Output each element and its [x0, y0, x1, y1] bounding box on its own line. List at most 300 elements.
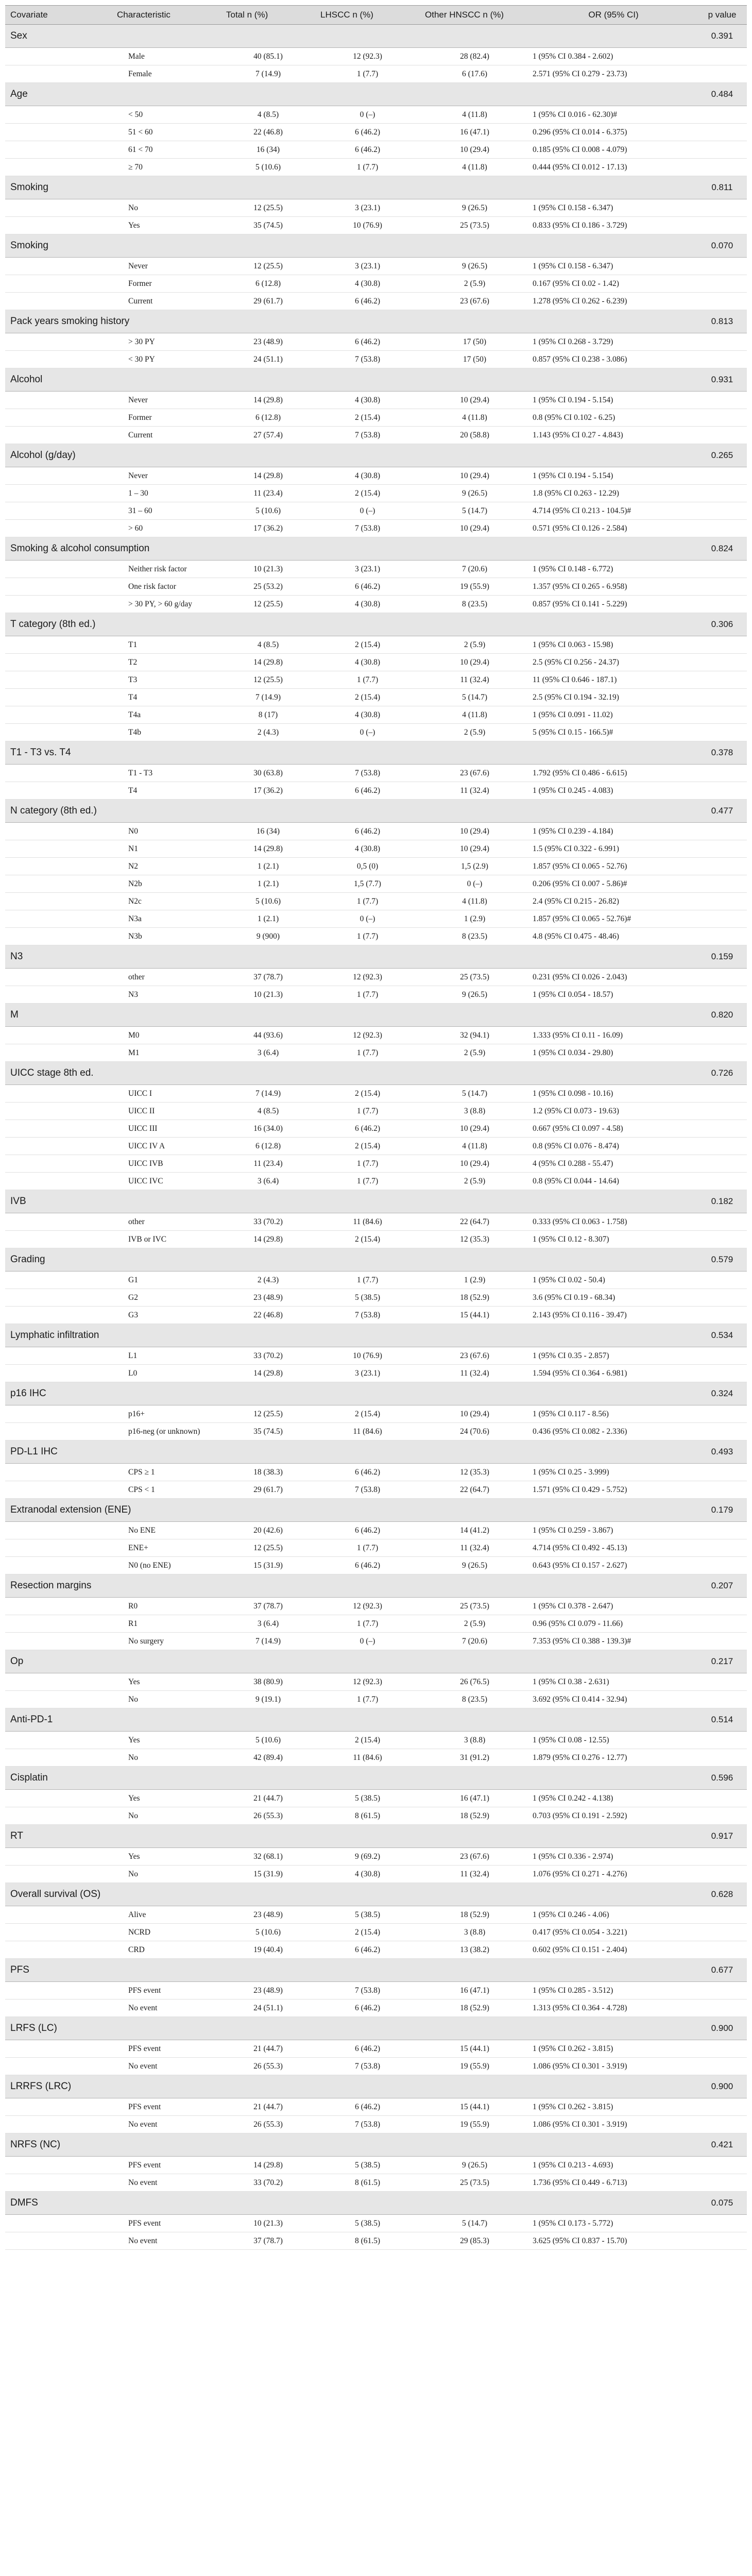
covariate-name: N category (8th ed.) — [5, 800, 697, 823]
empty-cell — [697, 217, 747, 234]
section-header — [5, 176, 747, 199]
empty-cell — [5, 928, 112, 945]
lhscc-cell: 11 (84.6) — [315, 1749, 420, 1767]
empty-cell — [5, 782, 112, 800]
empty-cell — [697, 1085, 747, 1103]
or-ci-cell: 11 (95% CI 0.646 - 187.1) — [529, 671, 697, 689]
lhscc-cell: 1 (7.7) — [315, 1691, 420, 1708]
or-ci-cell: 1.8 (95% CI 0.263 - 12.29) — [529, 485, 697, 502]
characteristic-cell: N2b — [112, 875, 221, 893]
empty-cell — [5, 1598, 112, 1615]
characteristic-cell: 51 < 60 — [112, 124, 221, 141]
or-ci-cell: 1 (95% CI 0.246 - 4.06) — [529, 1906, 697, 1924]
total-cell: 38 (80.9) — [221, 1673, 315, 1691]
p-value: 0.677 — [697, 1959, 747, 1982]
empty-cell — [697, 1615, 747, 1633]
empty-cell — [697, 1673, 747, 1691]
lhscc-cell: 6 (46.2) — [315, 141, 420, 159]
lhscc-cell: 7 (53.8) — [315, 351, 420, 368]
or-ci-cell: 1.278 (95% CI 0.262 - 6.239) — [529, 293, 697, 310]
empty-cell — [5, 1807, 112, 1825]
p-value: 0.628 — [697, 1883, 747, 1906]
total-cell: 21 (44.7) — [221, 1790, 315, 1807]
total-cell: 1 (2.1) — [221, 858, 315, 875]
total-cell: 6 (12.8) — [221, 1138, 315, 1155]
total-cell: 5 (10.6) — [221, 1732, 315, 1749]
table-row — [5, 485, 747, 502]
table-row — [5, 1633, 747, 1650]
lhscc-cell: 1 (7.7) — [315, 159, 420, 176]
p-value: 0.207 — [697, 1574, 747, 1598]
other-hnscc-cell: 4 (11.8) — [420, 159, 529, 176]
characteristic-cell: No event — [112, 2174, 221, 2192]
total-cell: 23 (48.9) — [221, 333, 315, 351]
empty-cell — [5, 106, 112, 124]
covariate-name: Alcohol (g/day) — [5, 444, 697, 467]
or-ci-cell: 1 (95% CI 0.054 - 18.57) — [529, 986, 697, 1004]
or-ci-cell: 1 (95% CI 0.02 - 50.4) — [529, 1272, 697, 1289]
or-ci-cell: 1 (95% CI 0.148 - 6.772) — [529, 561, 697, 578]
p-value: 0.493 — [697, 1440, 747, 1464]
p-value: 0.378 — [697, 741, 747, 765]
total-cell: 33 (70.2) — [221, 1213, 315, 1231]
empty-cell — [5, 986, 112, 1004]
table-row — [5, 1924, 747, 1941]
total-cell: 23 (48.9) — [221, 1289, 315, 1307]
lhscc-cell: 6 (46.2) — [315, 1522, 420, 1539]
table-row — [5, 2232, 747, 2250]
table-row — [5, 1103, 747, 1120]
lhscc-cell: 4 (30.8) — [315, 596, 420, 613]
or-ci-cell: 1 (95% CI 0.262 - 3.815) — [529, 2098, 697, 2116]
table-row — [5, 1941, 747, 1959]
other-hnscc-cell: 5 (14.7) — [420, 689, 529, 706]
total-cell: 11 (23.4) — [221, 1155, 315, 1173]
other-hnscc-cell: 17 (50) — [420, 351, 529, 368]
table-row — [5, 1173, 747, 1190]
or-ci-cell: 4.714 (95% CI 0.492 - 45.13) — [529, 1539, 697, 1557]
section-header — [5, 1062, 747, 1085]
characteristic-cell: N2 — [112, 858, 221, 875]
covariate-name: N3 — [5, 945, 697, 969]
other-hnscc-cell: 5 (14.7) — [420, 1085, 529, 1103]
characteristic-cell: No surgery — [112, 1633, 221, 1650]
or-ci-cell: 0.833 (95% CI 0.186 - 3.729) — [529, 217, 697, 234]
total-cell: 12 (25.5) — [221, 1539, 315, 1557]
other-hnscc-cell: 10 (29.4) — [420, 654, 529, 671]
section-header — [5, 1440, 747, 1464]
p-value: 0.813 — [697, 310, 747, 333]
characteristic-cell: other — [112, 969, 221, 986]
empty-cell — [5, 765, 112, 782]
other-hnscc-cell: 16 (47.1) — [420, 124, 529, 141]
other-hnscc-cell: 23 (67.6) — [420, 293, 529, 310]
total-cell: 14 (29.8) — [221, 2157, 315, 2174]
empty-cell — [5, 467, 112, 485]
total-cell: 3 (6.4) — [221, 1615, 315, 1633]
empty-cell — [5, 671, 112, 689]
empty-cell — [5, 333, 112, 351]
other-hnscc-cell: 13 (38.2) — [420, 1941, 529, 1959]
other-hnscc-cell: 23 (67.6) — [420, 1848, 529, 1866]
empty-cell — [5, 159, 112, 176]
or-ci-cell: 5 (95% CI 0.15 - 166.5)# — [529, 724, 697, 741]
total-cell: 15 (31.9) — [221, 1557, 315, 1574]
lhscc-cell: 12 (92.3) — [315, 48, 420, 65]
or-ci-cell: 0.8 (95% CI 0.044 - 14.64) — [529, 1173, 697, 1190]
lhscc-cell: 8 (61.5) — [315, 2232, 420, 2250]
total-cell: 15 (31.9) — [221, 1866, 315, 1883]
empty-cell — [697, 654, 747, 671]
total-cell: 1 (2.1) — [221, 910, 315, 928]
or-ci-cell: 1 (95% CI 0.336 - 2.974) — [529, 1848, 697, 1866]
empty-cell — [697, 333, 747, 351]
other-hnscc-cell: 28 (82.4) — [420, 48, 529, 65]
other-hnscc-cell: 3 (8.8) — [420, 1732, 529, 1749]
table-row — [5, 1231, 747, 1248]
empty-cell — [5, 1103, 112, 1120]
or-ci-cell: 0.231 (95% CI 0.026 - 2.043) — [529, 969, 697, 986]
characteristic-cell: PFS event — [112, 2098, 221, 2116]
or-ci-cell: 0.8 (95% CI 0.102 - 6.25) — [529, 409, 697, 427]
or-ci-cell: 4 (95% CI 0.288 - 55.47) — [529, 1155, 697, 1173]
section-header — [5, 2075, 747, 2098]
section-header — [5, 1825, 747, 1848]
section-header — [5, 1708, 747, 1732]
total-cell: 17 (36.2) — [221, 782, 315, 800]
empty-cell — [5, 2098, 112, 2116]
characteristic-cell: UICC IVC — [112, 1173, 221, 1190]
table-row — [5, 636, 747, 654]
lhscc-cell: 9 (69.2) — [315, 1848, 420, 1866]
total-cell: 32 (68.1) — [221, 1848, 315, 1866]
covariate-name: Age — [5, 83, 697, 106]
empty-cell — [697, 1522, 747, 1539]
total-cell: 12 (25.5) — [221, 1405, 315, 1423]
other-hnscc-cell: 2 (5.9) — [420, 275, 529, 293]
section-header — [5, 1499, 747, 1522]
lhscc-cell: 8 (61.5) — [315, 2174, 420, 2192]
other-hnscc-cell: 9 (26.5) — [420, 1557, 529, 1574]
section-header — [5, 1324, 747, 1347]
total-cell: 16 (34.0) — [221, 1120, 315, 1138]
empty-cell — [5, 2232, 112, 2250]
table-row — [5, 654, 747, 671]
covariate-name: Op — [5, 1650, 697, 1673]
other-hnscc-cell: 10 (29.4) — [420, 141, 529, 159]
or-ci-cell: 1.2 (95% CI 0.073 - 19.63) — [529, 1103, 697, 1120]
total-cell: 26 (55.3) — [221, 2058, 315, 2075]
other-hnscc-cell: 16 (47.1) — [420, 1790, 529, 1807]
empty-cell — [697, 1213, 747, 1231]
other-hnscc-cell: 1 (2.9) — [420, 1272, 529, 1289]
p-value: 0.421 — [697, 2133, 747, 2157]
empty-cell — [5, 258, 112, 275]
characteristic-cell: Never — [112, 467, 221, 485]
characteristic-cell: > 60 — [112, 520, 221, 537]
or-ci-cell: 1 (95% CI 0.378 - 2.647) — [529, 1598, 697, 1615]
total-cell: 5 (10.6) — [221, 502, 315, 520]
empty-cell — [5, 1155, 112, 1173]
table-row — [5, 1307, 747, 1324]
empty-cell — [697, 823, 747, 840]
characteristic-cell: UICC II — [112, 1103, 221, 1120]
characteristic-cell: 31 – 60 — [112, 502, 221, 520]
characteristic-cell: G3 — [112, 1307, 221, 1324]
table-row — [5, 2157, 747, 2174]
characteristic-cell: No event — [112, 2232, 221, 2250]
empty-cell — [5, 689, 112, 706]
empty-cell — [697, 1231, 747, 1248]
total-cell: 10 (21.3) — [221, 2215, 315, 2232]
or-ci-cell: 0.96 (95% CI 0.079 - 11.66) — [529, 1615, 697, 1633]
section-header — [5, 537, 747, 561]
table-row — [5, 1027, 747, 1044]
empty-cell — [697, 724, 747, 741]
empty-cell — [5, 1405, 112, 1423]
lhscc-cell: 2 (15.4) — [315, 636, 420, 654]
other-hnscc-cell: 5 (14.7) — [420, 502, 529, 520]
lhscc-cell: 2 (15.4) — [315, 1138, 420, 1155]
empty-cell — [5, 1615, 112, 1633]
empty-cell — [5, 636, 112, 654]
table-row — [5, 48, 747, 65]
characteristic-cell: > 30 PY — [112, 333, 221, 351]
characteristic-cell: No event — [112, 2116, 221, 2133]
p-value: 0.534 — [697, 1324, 747, 1347]
or-ci-cell: 1.594 (95% CI 0.364 - 6.981) — [529, 1365, 697, 1382]
empty-cell — [697, 1044, 747, 1062]
p-value: 0.596 — [697, 1767, 747, 1790]
empty-cell — [5, 124, 112, 141]
empty-cell — [697, 1347, 747, 1365]
characteristic-cell: No — [112, 1807, 221, 1825]
table-row — [5, 1405, 747, 1423]
section-header — [5, 2192, 747, 2215]
or-ci-cell: 1 (95% CI 0.384 - 2.602) — [529, 48, 697, 65]
lhscc-cell: 11 (84.6) — [315, 1423, 420, 1440]
table-row — [5, 928, 747, 945]
characteristic-cell: No event — [112, 1999, 221, 2017]
characteristic-cell: T4 — [112, 689, 221, 706]
table-row — [5, 409, 747, 427]
or-ci-cell: 2.571 (95% CI 0.279 - 23.73) — [529, 65, 697, 83]
total-cell: 33 (70.2) — [221, 1347, 315, 1365]
table-row — [5, 1732, 747, 1749]
total-cell: 35 (74.5) — [221, 217, 315, 234]
characteristic-cell: < 50 — [112, 106, 221, 124]
lhscc-cell: 7 (53.8) — [315, 2058, 420, 2075]
p-value: 0.579 — [697, 1248, 747, 1272]
empty-cell — [5, 2058, 112, 2075]
or-ci-cell: 0.296 (95% CI 0.014 - 6.375) — [529, 124, 697, 141]
total-cell: 12 (25.5) — [221, 596, 315, 613]
table-row — [5, 2116, 747, 2133]
lhscc-cell: 7 (53.8) — [315, 1307, 420, 1324]
characteristic-cell: T4b — [112, 724, 221, 741]
characteristic-cell: T1 — [112, 636, 221, 654]
table-header — [5, 6, 747, 25]
p-value: 0.900 — [697, 2075, 747, 2098]
covariate-name: UICC stage 8th ed. — [5, 1062, 697, 1085]
other-hnscc-cell: 10 (29.4) — [420, 823, 529, 840]
characteristic-cell: N0 — [112, 823, 221, 840]
table-row — [5, 910, 747, 928]
empty-cell — [697, 765, 747, 782]
total-cell: 30 (63.8) — [221, 765, 315, 782]
empty-cell — [5, 1999, 112, 2017]
characteristic-cell: PFS event — [112, 2215, 221, 2232]
lhscc-cell: 1 (7.7) — [315, 671, 420, 689]
table-row — [5, 1155, 747, 1173]
lhscc-cell: 0 (–) — [315, 106, 420, 124]
table-row — [5, 2098, 747, 2116]
section-header — [5, 25, 747, 48]
empty-cell — [697, 1633, 747, 1650]
characteristic-cell: Yes — [112, 217, 221, 234]
lhscc-cell: 1 (7.7) — [315, 986, 420, 1004]
other-hnscc-cell: 25 (73.5) — [420, 217, 529, 234]
table-row — [5, 706, 747, 724]
section-header — [5, 613, 747, 636]
total-cell: 14 (29.8) — [221, 840, 315, 858]
table-row — [5, 1598, 747, 1615]
lhscc-cell: 4 (30.8) — [315, 654, 420, 671]
characteristic-cell: CRD — [112, 1941, 221, 1959]
or-ci-cell: 0.643 (95% CI 0.157 - 2.627) — [529, 1557, 697, 1574]
empty-cell — [697, 1848, 747, 1866]
other-hnscc-cell: 2 (5.9) — [420, 1173, 529, 1190]
or-ci-cell: 1.736 (95% CI 0.449 - 6.713) — [529, 2174, 697, 2192]
or-ci-cell: 0.417 (95% CI 0.054 - 3.221) — [529, 1924, 697, 1941]
or-ci-cell: 1.792 (95% CI 0.486 - 6.615) — [529, 765, 697, 782]
characteristic-cell: Current — [112, 293, 221, 310]
other-hnscc-cell: 18 (52.9) — [420, 1906, 529, 1924]
empty-cell — [697, 1866, 747, 1883]
table-row — [5, 858, 747, 875]
or-ci-cell: 1 (95% CI 0.173 - 5.772) — [529, 2215, 697, 2232]
table-row — [5, 875, 747, 893]
table-row — [5, 275, 747, 293]
total-cell: 12 (25.5) — [221, 671, 315, 689]
table-row — [5, 2174, 747, 2192]
lhscc-cell: 7 (53.8) — [315, 1481, 420, 1499]
or-ci-cell: 0.857 (95% CI 0.238 - 3.086) — [529, 351, 697, 368]
other-hnscc-cell: 3 (8.8) — [420, 1103, 529, 1120]
table-row — [5, 159, 747, 176]
covariate-name: NRFS (NC) — [5, 2133, 697, 2157]
covariate-name: Resection margins — [5, 1574, 697, 1598]
empty-cell — [697, 1481, 747, 1499]
table-row — [5, 1615, 747, 1633]
characteristic-cell: M1 — [112, 1044, 221, 1062]
characteristic-cell: No event — [112, 2058, 221, 2075]
lhscc-cell: 0 (–) — [315, 1633, 420, 1650]
total-cell: 9 (19.1) — [221, 1691, 315, 1708]
total-cell: 16 (34) — [221, 141, 315, 159]
other-hnscc-cell: 0 (–) — [420, 875, 529, 893]
total-cell: 37 (78.7) — [221, 2232, 315, 2250]
characteristic-cell: R0 — [112, 1598, 221, 1615]
other-hnscc-cell: 6 (17.6) — [420, 65, 529, 83]
empty-cell — [697, 1155, 747, 1173]
or-ci-cell: 1 (95% CI 0.268 - 3.729) — [529, 333, 697, 351]
or-ci-cell: 1.086 (95% CI 0.301 - 3.919) — [529, 2116, 697, 2133]
lhscc-cell: 7 (53.8) — [315, 2116, 420, 2133]
lhscc-cell: 4 (30.8) — [315, 467, 420, 485]
table-row — [5, 1365, 747, 1382]
total-cell: 37 (78.7) — [221, 1598, 315, 1615]
characteristic-cell: UICC III — [112, 1120, 221, 1138]
section-header — [5, 1382, 747, 1405]
total-cell: 14 (29.8) — [221, 654, 315, 671]
or-ci-cell: 1.571 (95% CI 0.429 - 5.752) — [529, 1481, 697, 1499]
other-hnscc-cell: 2 (5.9) — [420, 636, 529, 654]
characteristic-cell: No — [112, 1691, 221, 1708]
other-hnscc-cell: 10 (29.4) — [420, 1405, 529, 1423]
or-ci-cell: 1 (95% CI 0.213 - 4.693) — [529, 2157, 697, 2174]
empty-cell — [5, 1924, 112, 1941]
empty-cell — [697, 1103, 747, 1120]
lhscc-cell: 3 (23.1) — [315, 258, 420, 275]
other-hnscc-cell: 16 (47.1) — [420, 1982, 529, 1999]
lhscc-cell: 5 (38.5) — [315, 2215, 420, 2232]
lhscc-cell: 6 (46.2) — [315, 823, 420, 840]
characteristic-cell: PFS event — [112, 2157, 221, 2174]
header-or: OR (95% CI) — [529, 6, 697, 25]
lhscc-cell: 2 (15.4) — [315, 485, 420, 502]
characteristic-cell: 1 – 30 — [112, 485, 221, 502]
covariate-name: Overall survival (OS) — [5, 1883, 697, 1906]
total-cell: 5 (10.6) — [221, 1924, 315, 1941]
empty-cell — [5, 969, 112, 986]
empty-cell — [697, 875, 747, 893]
p-value: 0.075 — [697, 2192, 747, 2215]
section-header — [5, 1767, 747, 1790]
lhscc-cell: 7 (53.8) — [315, 765, 420, 782]
total-cell: 20 (42.6) — [221, 1522, 315, 1539]
empty-cell — [697, 840, 747, 858]
characteristic-cell: No — [112, 199, 221, 217]
empty-cell — [5, 2174, 112, 2192]
empty-cell — [5, 858, 112, 875]
lhscc-cell: 6 (46.2) — [315, 578, 420, 596]
table-row — [5, 782, 747, 800]
empty-cell — [5, 1307, 112, 1324]
empty-cell — [5, 578, 112, 596]
lhscc-cell: 3 (23.1) — [315, 199, 420, 217]
empty-cell — [697, 1307, 747, 1324]
empty-cell — [5, 1749, 112, 1767]
empty-cell — [697, 893, 747, 910]
empty-cell — [697, 427, 747, 444]
covariate-name: Sex — [5, 25, 697, 48]
empty-cell — [697, 2116, 747, 2133]
table-row — [5, 2215, 747, 2232]
total-cell: 33 (70.2) — [221, 2174, 315, 2192]
characteristic-cell: N3b — [112, 928, 221, 945]
empty-cell — [5, 392, 112, 409]
total-cell: 11 (23.4) — [221, 485, 315, 502]
or-ci-cell: 1.143 (95% CI 0.27 - 4.843) — [529, 427, 697, 444]
lhscc-cell: 1 (7.7) — [315, 1103, 420, 1120]
total-cell: 12 (25.5) — [221, 199, 315, 217]
empty-cell — [697, 1807, 747, 1825]
total-cell: 2 (4.3) — [221, 1272, 315, 1289]
total-cell: 9 (900) — [221, 928, 315, 945]
table-row — [5, 578, 747, 596]
empty-cell — [697, 858, 747, 875]
